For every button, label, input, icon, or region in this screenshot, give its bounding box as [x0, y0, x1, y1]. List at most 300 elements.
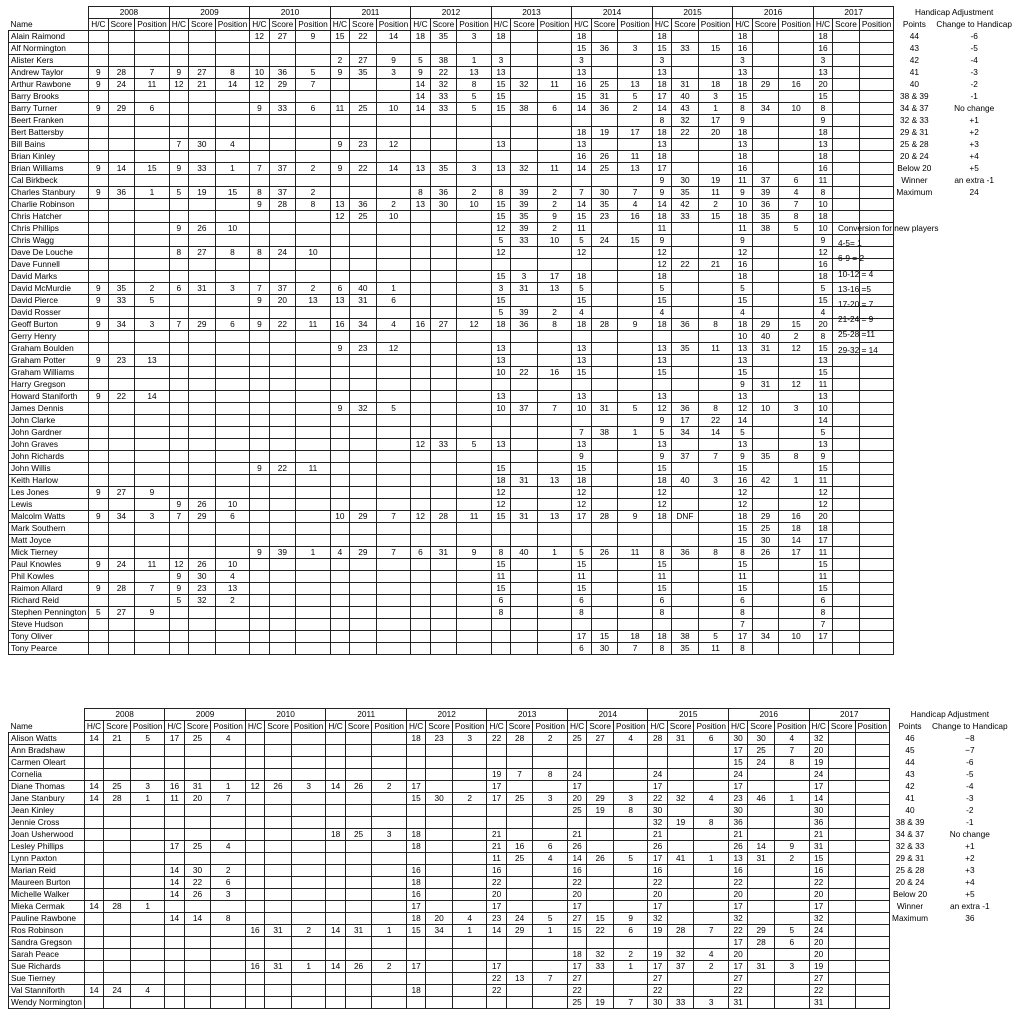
handicap-cell: [411, 355, 430, 367]
handicap-cell: 13: [652, 391, 671, 403]
position-cell: [376, 247, 411, 259]
position-cell: [618, 451, 653, 463]
position-cell: 9: [613, 913, 648, 925]
position-cell: [774, 805, 809, 817]
handicap-cell: 7: [169, 511, 188, 523]
position-cell: [613, 889, 648, 901]
handicap-cell: 14: [84, 985, 103, 997]
handicap-cell: 18: [652, 631, 671, 643]
score-cell: [591, 223, 618, 235]
position-cell: [291, 817, 326, 829]
position-cell: [537, 43, 572, 55]
adjustment-change: [934, 439, 1014, 451]
position-cell: [130, 757, 165, 769]
score-cell: [269, 427, 296, 439]
handicap-cell: [84, 973, 103, 985]
handicap-cell: 9: [652, 187, 671, 199]
score-cell: [833, 475, 860, 487]
score-cell: [748, 817, 775, 829]
player-name: John Graves: [9, 439, 89, 451]
year-header: 2011: [326, 709, 407, 721]
handicap-cell: [89, 199, 108, 211]
handicap-cell: [169, 211, 188, 223]
score-cell: [350, 175, 377, 187]
score-cell: [511, 571, 538, 583]
position-cell: [457, 415, 492, 427]
position-cell: 3: [698, 91, 733, 103]
score-cell: [672, 607, 699, 619]
adjustment-points: 32 & 33: [900, 115, 929, 125]
score-cell: 33: [108, 295, 135, 307]
player-row: [9, 769, 1010, 781]
player-name: Pauline Rawbone: [9, 913, 85, 925]
handicap-cell: [89, 427, 108, 439]
handicap-cell: 8: [813, 331, 832, 343]
score-cell: [350, 355, 377, 367]
score-cell: [511, 463, 538, 475]
position-column-header: Position: [457, 19, 492, 31]
position-cell: [135, 331, 170, 343]
handicap-cell: [411, 151, 430, 163]
handicap-cell: 18: [652, 151, 671, 163]
handicap-cell: [250, 259, 269, 271]
handicap-cell: [330, 487, 349, 499]
score-cell: [752, 427, 779, 439]
score-cell: [748, 805, 775, 817]
adjustment-points: [894, 499, 934, 511]
handicap-cell: 12: [733, 487, 752, 499]
score-cell: 22: [672, 259, 699, 271]
position-cell: [215, 199, 250, 211]
handicap-cell: [250, 331, 269, 343]
position-cell: [135, 127, 170, 139]
position-cell: [135, 199, 170, 211]
position-cell: 9: [135, 487, 170, 499]
score-cell: [184, 937, 211, 949]
position-cell: 8: [779, 451, 814, 463]
score-cell: [511, 487, 538, 499]
handicap-cell: 15: [813, 295, 832, 307]
position-cell: 3: [372, 829, 407, 841]
position-cell: [296, 91, 331, 103]
handicap-cell: [245, 769, 264, 781]
scores-table: [8, 708, 1010, 1009]
player-name: Chris Hatcher: [9, 211, 89, 223]
points-column-header: Points: [902, 19, 926, 29]
position-cell: [215, 643, 250, 655]
handicap-cell: 5: [733, 427, 752, 439]
position-cell: [859, 91, 894, 103]
handicap-cell: [411, 559, 430, 571]
player-name: Cornelia: [9, 769, 85, 781]
player-name: Jane Stanbury: [9, 793, 85, 805]
position-cell: [372, 877, 407, 889]
handicap-cell: [326, 913, 345, 925]
position-cell: 2: [537, 187, 572, 199]
player-name: Malcolm Watts: [9, 511, 89, 523]
handicap-cell: 16: [813, 259, 832, 271]
position-cell: [457, 355, 492, 367]
position-cell: 3: [613, 793, 648, 805]
adjustment-points: 42: [905, 781, 915, 791]
position-cell: [613, 865, 648, 877]
score-cell: 34: [752, 103, 779, 115]
position-cell: [859, 427, 894, 439]
position-cell: [215, 391, 250, 403]
position-cell: [774, 985, 809, 997]
position-cell: [135, 211, 170, 223]
position-cell: [296, 631, 331, 643]
score-cell: [108, 631, 135, 643]
score-cell: [752, 499, 779, 511]
handicap-cell: [572, 535, 591, 547]
position-cell: [855, 865, 890, 877]
score-cell: [667, 865, 694, 877]
handicap-cell: 21: [809, 829, 828, 841]
handicap-cell: 15: [491, 79, 510, 91]
score-cell: 29: [587, 793, 614, 805]
position-cell: 1: [537, 547, 572, 559]
position-cell: [135, 535, 170, 547]
handicap-cell: 15: [572, 463, 591, 475]
score-cell: [752, 247, 779, 259]
score-cell: 26: [189, 559, 216, 571]
handicap-cell: [250, 571, 269, 583]
handicap-cell: 6: [572, 595, 591, 607]
position-cell: [211, 829, 246, 841]
handicap-cell: 13: [411, 163, 430, 175]
handicap-cell: 15: [491, 511, 510, 523]
handicap-cell: 14: [326, 925, 345, 937]
handicap-cell: [250, 355, 269, 367]
notes-item: 10-12 = 4: [838, 268, 874, 279]
handicap-cell: [411, 259, 430, 271]
handicap-cell: 17: [648, 961, 667, 973]
handicap-cell: 13: [733, 343, 752, 355]
handicap-cell: 18: [733, 211, 752, 223]
score-cell: [833, 499, 860, 511]
position-cell: [779, 271, 814, 283]
score-cell: 29: [189, 319, 216, 331]
year-header-row: [9, 7, 1014, 19]
handicap-cell: [250, 583, 269, 595]
handicap-cell: [165, 937, 184, 949]
score-cell: 22: [350, 31, 377, 43]
score-cell: [828, 781, 855, 793]
handicap-cell: 13: [330, 295, 349, 307]
handicap-cell: [330, 187, 349, 199]
position-cell: [779, 67, 814, 79]
position-cell: [855, 769, 890, 781]
score-cell: [430, 607, 457, 619]
position-cell: [694, 829, 729, 841]
handicap-cell: [330, 415, 349, 427]
position-cell: [537, 463, 572, 475]
year-header-row: [9, 709, 1010, 721]
score-cell: [350, 379, 377, 391]
handicap-cell: 14: [84, 733, 103, 745]
position-cell: [291, 757, 326, 769]
handicap-cell: [250, 475, 269, 487]
handicap-cell: [406, 745, 425, 757]
position-cell: [211, 817, 246, 829]
position-cell: [215, 379, 250, 391]
score-cell: 25: [184, 841, 211, 853]
handicap-cell: 18: [406, 913, 425, 925]
score-cell: [752, 235, 779, 247]
position-cell: [855, 829, 890, 841]
position-cell: [215, 463, 250, 475]
player-row: [9, 523, 1014, 535]
handicap-cell: 14: [326, 961, 345, 973]
position-cell: 8: [698, 319, 733, 331]
position-cell: [698, 139, 733, 151]
handicap-cell: [411, 283, 430, 295]
score-cell: [269, 139, 296, 151]
handicap-cell: 11: [572, 223, 591, 235]
score-cell: 36: [672, 319, 699, 331]
adjustment-change: [934, 427, 1014, 439]
handicap-cell: [330, 523, 349, 535]
score-cell: [269, 451, 296, 463]
position-cell: [855, 961, 890, 973]
score-cell: [506, 901, 533, 913]
score-cell: [828, 733, 855, 745]
score-cell: [189, 211, 216, 223]
position-cell: 2: [215, 595, 250, 607]
position-cell: [859, 607, 894, 619]
handicap-cell: 15: [813, 559, 832, 571]
score-cell: [265, 745, 292, 757]
handicap-cell: 6: [169, 283, 188, 295]
score-cell: [269, 211, 296, 223]
player-row: [9, 985, 1010, 997]
player-name: Carmen Oleart: [9, 757, 85, 769]
score-cell: [430, 283, 457, 295]
handicap-cell: 18: [733, 151, 752, 163]
position-cell: [135, 643, 170, 655]
handicap-cell: 18: [813, 151, 832, 163]
position-cell: 10: [457, 199, 492, 211]
handicap-cell: 5: [491, 235, 510, 247]
handicap-cell: 16: [648, 865, 667, 877]
position-cell: [457, 631, 492, 643]
position-cell: [211, 805, 246, 817]
handicap-cell: [84, 817, 103, 829]
score-cell: 32: [430, 79, 457, 91]
handicap-cell: [89, 175, 108, 187]
score-cell: [269, 595, 296, 607]
score-cell: [189, 451, 216, 463]
adjustment-change: [934, 547, 1014, 559]
position-cell: 8: [533, 769, 568, 781]
score-cell: [269, 523, 296, 535]
score-cell: 17: [672, 415, 699, 427]
handicap-cell: 13: [491, 343, 510, 355]
hc-column-header: H/C: [406, 721, 425, 733]
position-cell: [135, 619, 170, 631]
handicap-cell: [250, 55, 269, 67]
player-name: Gerry Henry: [9, 331, 89, 343]
position-cell: 8: [774, 757, 809, 769]
position-cell: [774, 973, 809, 985]
adjustment-points: 41: [909, 67, 919, 77]
score-cell: [426, 841, 453, 853]
position-cell: [537, 607, 572, 619]
score-cell: 27: [350, 55, 377, 67]
handicap-cell: 9: [652, 415, 671, 427]
handicap-cell: 15: [491, 271, 510, 283]
position-cell: [376, 475, 411, 487]
handicap-cell: 11: [165, 793, 184, 805]
handicap-cell: 22: [729, 925, 748, 937]
score-cell: [511, 523, 538, 535]
score-cell: [833, 463, 860, 475]
player-name: Stephen Pennington: [9, 607, 89, 619]
score-cell: [591, 283, 618, 295]
score-cell: [430, 115, 457, 127]
score-cell: [667, 913, 694, 925]
year-header: 2008: [84, 709, 165, 721]
handicap-cell: 9: [411, 67, 430, 79]
adjustment-points: [890, 925, 930, 937]
player-row: [9, 997, 1010, 1009]
score-cell: 39: [511, 307, 538, 319]
score-cell: 38: [672, 631, 699, 643]
position-cell: 3: [774, 961, 809, 973]
handicap-cell: 8: [250, 247, 269, 259]
handicap-cell: [411, 619, 430, 631]
score-cell: [672, 571, 699, 583]
position-cell: [698, 307, 733, 319]
handicap-cell: [411, 427, 430, 439]
player-row: [9, 559, 1014, 571]
handicap-cell: [648, 745, 667, 757]
score-cell: 29: [350, 511, 377, 523]
position-cell: [296, 571, 331, 583]
score-cell: [833, 631, 860, 643]
handicap-cell: [89, 55, 108, 67]
player-name: Jean Kinley: [9, 805, 85, 817]
handicap-cell: [330, 175, 349, 187]
handicap-cell: 16: [813, 43, 832, 55]
score-cell: 26: [345, 961, 372, 973]
handicap-cell: [330, 427, 349, 439]
score-cell: [108, 463, 135, 475]
handicap-cell: 15: [733, 295, 752, 307]
position-cell: [457, 127, 492, 139]
player-name: Brian Kinley: [9, 151, 89, 163]
position-cell: [698, 295, 733, 307]
position-cell: [215, 115, 250, 127]
handicap-cell: 18: [411, 31, 430, 43]
score-cell: [752, 583, 779, 595]
score-cell: [345, 985, 372, 997]
position-cell: [859, 547, 894, 559]
score-cell: [833, 583, 860, 595]
handicap-cell: 18: [567, 949, 586, 961]
adjustment-points: Maximum: [892, 913, 928, 923]
handicap-cell: 9: [330, 163, 349, 175]
position-cell: [135, 379, 170, 391]
position-cell: [296, 415, 331, 427]
handicap-cell: 8: [652, 115, 671, 127]
handicap-cell: [169, 175, 188, 187]
handicap-cell: 10: [250, 67, 269, 79]
handicap-cell: 16: [729, 865, 748, 877]
score-cell: 37: [269, 283, 296, 295]
position-cell: [859, 379, 894, 391]
position-cell: [537, 439, 572, 451]
score-cell: [265, 985, 292, 997]
score-cell: 34: [672, 427, 699, 439]
handicap-cell: 18: [652, 127, 671, 139]
adjustment-points: [894, 583, 934, 595]
handicap-cell: 31: [729, 997, 748, 1009]
position-column-header: Position: [855, 721, 890, 733]
score-cell: 27: [430, 319, 457, 331]
position-cell: 4: [618, 199, 653, 211]
adjustment-change: [930, 961, 1010, 973]
position-cell: [859, 451, 894, 463]
handicap-cell: 27: [729, 973, 748, 985]
player-name: Les Jones: [9, 487, 89, 499]
position-cell: [698, 331, 733, 343]
position-cell: [859, 139, 894, 151]
position-cell: [698, 487, 733, 499]
score-cell: 41: [667, 853, 694, 865]
position-cell: [533, 889, 568, 901]
position-cell: [457, 307, 492, 319]
position-cell: [537, 415, 572, 427]
position-cell: 2: [452, 793, 487, 805]
player-name: Matt Joyce: [9, 535, 89, 547]
score-cell: [189, 475, 216, 487]
position-column-header: Position: [774, 721, 809, 733]
player-name: Steve Hudson: [9, 619, 89, 631]
handicap-cell: [406, 853, 425, 865]
position-cell: [135, 571, 170, 583]
player-name: Chris Wagg: [9, 235, 89, 247]
player-row: [9, 733, 1010, 745]
handicap-cell: 17: [813, 631, 832, 643]
position-cell: [618, 463, 653, 475]
score-cell: [833, 175, 860, 187]
handicap-cell: [406, 757, 425, 769]
handicap-cell: [250, 391, 269, 403]
adjustment-change: [930, 925, 1010, 937]
handicap-cell: [406, 973, 425, 985]
score-cell: 42: [672, 199, 699, 211]
position-cell: [291, 841, 326, 853]
score-cell: 19: [189, 187, 216, 199]
position-cell: [855, 757, 890, 769]
score-cell: [350, 595, 377, 607]
handicap-cell: [250, 379, 269, 391]
position-cell: 12: [457, 319, 492, 331]
score-cell: [189, 151, 216, 163]
position-cell: 6: [533, 841, 568, 853]
score-cell: 25: [184, 733, 211, 745]
position-cell: 17: [779, 547, 814, 559]
handicap-cell: [169, 127, 188, 139]
position-cell: [774, 949, 809, 961]
position-cell: [779, 91, 814, 103]
position-cell: [296, 307, 331, 319]
score-cell: 36: [511, 319, 538, 331]
position-cell: 12: [376, 343, 411, 355]
adjustment-change: +4: [965, 877, 975, 887]
